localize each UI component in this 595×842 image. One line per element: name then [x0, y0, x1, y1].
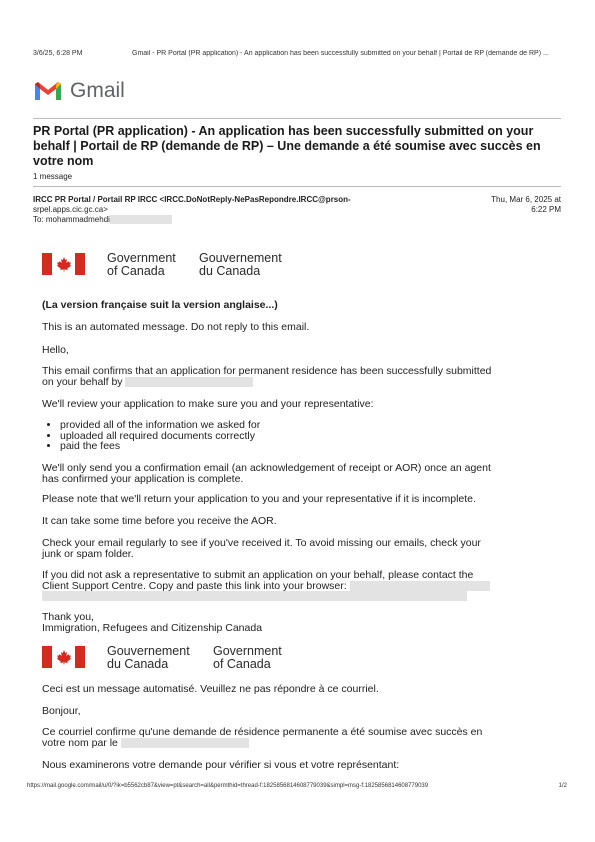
- greeting: Hello,: [42, 344, 69, 356]
- greeting-fr: Bonjour,: [42, 705, 81, 717]
- time-line: 6:22 PM: [531, 205, 561, 214]
- sender-address: srpel.apps.cic.gc.ca>: [33, 205, 108, 214]
- automated-notice-fr: Ceci est un message automatisé. Veuillez ne pas répondre à ce courriel.: [42, 683, 379, 695]
- contact-paragraph: [42, 570, 552, 602]
- text-line: has confirmed your application is complete.: [42, 472, 244, 485]
- review-intro-fr: Nous examinerons votre demande pour vérifier si vous et votre représentant:: [42, 759, 400, 771]
- text-line: Check your email regularly to see if you've received it. To avoid missing our emails, check your: [42, 537, 481, 549]
- wordmark-line: of Canada: [107, 264, 165, 278]
- text-line: We'll only send you a confirmation email (an acknowledgement of receipt or AOR) once an agent: [42, 462, 491, 474]
- sign-off: [42, 612, 552, 633]
- wordmark-line: Gouvernement: [199, 251, 282, 265]
- sender-name: IRCC PR Portal / Portail RP IRCC <IRCC.DoNotReply-NePasRepondre.IRCC@prson-: [33, 195, 351, 204]
- page-number: 1/2: [558, 783, 567, 789]
- redacted-recipient: [110, 215, 172, 224]
- gov-wordmark-en: [213, 645, 282, 671]
- redacted-link: [350, 581, 490, 591]
- message-count: 1 message: [33, 172, 73, 181]
- automated-notice: This is an automated message. Do not reply to this email.: [42, 321, 310, 333]
- check-email-paragraph: [42, 538, 552, 559]
- processing-time: It can take some time before you receive the AOR.: [42, 515, 277, 527]
- list-item: • uploaded all required documents correctly: [60, 431, 552, 442]
- gov-wordmark-fr: [199, 252, 282, 278]
- gmail-envelope-icon: [33, 80, 63, 102]
- wordmark-line: du Canada: [107, 657, 169, 671]
- aor-paragraph: [42, 463, 552, 484]
- text-line: junk or spam folder.: [42, 547, 134, 560]
- gov-wordmark-en: [107, 252, 176, 278]
- print-timestamp: 3/6/25, 6:28 PM: [33, 50, 83, 57]
- wordmark-line: du Canada: [199, 264, 261, 278]
- text-line: Ce courriel confirme qu'une demande de résidence permanente a été soumise avec succès en: [42, 726, 483, 738]
- canada-flag-icon: [42, 646, 85, 668]
- wordmark-line: Gouvernement: [107, 644, 190, 658]
- text-line: Thank you,: [42, 611, 94, 623]
- list-item: • provided all of the information we asked for: [60, 420, 552, 431]
- confirmation-paragraph: [42, 366, 552, 387]
- text-line: If you did not ask a representative to submit an application on your behalf, please contact the: [42, 569, 474, 581]
- text-line: Client Support Centre. Copy and paste this link into your browser:: [42, 579, 347, 592]
- divider: [33, 186, 561, 187]
- canada-flag-icon: [42, 253, 85, 275]
- text-line: on your behalf by: [42, 375, 123, 388]
- requirements-list: [42, 420, 552, 452]
- redacted-link: [42, 591, 467, 601]
- list-item: • paid the fees: [60, 441, 552, 452]
- text-line: This email confirms that an application for permanent residence has been successfully submitted: [42, 365, 492, 377]
- redacted-representative: [121, 738, 249, 748]
- print-page-title: Gmail - PR Portal (PR application) - An application has been successfully submitted on your behalf | Portail de RP (demande de RP) ...: [132, 50, 549, 57]
- redacted-representative: [125, 377, 253, 387]
- date-line: Thu, Mar 6, 2025 at: [491, 195, 561, 204]
- sender-info: [33, 195, 403, 215]
- wordmark-line: of Canada: [213, 657, 271, 671]
- recipient-line: [33, 215, 172, 224]
- language-notice: (La version française suit la version anglaise...): [42, 299, 278, 311]
- email-date: [491, 195, 561, 215]
- wordmark-line: Government: [213, 644, 282, 658]
- print-url: https://mail.google.com/mail/u/0/?ik=b5562cb87&view=pt&search=all&permthid=thread-f:1825856814608779039&simpl=msg-f:1825856814608779039: [27, 783, 429, 789]
- text-line: votre nom par le: [42, 736, 118, 749]
- recipient-label: To: mohammadmehdi: [33, 215, 110, 224]
- gmail-logo: [33, 79, 125, 103]
- wordmark-line: Government: [107, 251, 176, 265]
- gmail-logo-text: Gmail: [70, 79, 125, 102]
- gov-wordmark-fr: [107, 645, 190, 671]
- incomplete-notice: Please note that we'll return your application to you and your representative if it is incomplete.: [42, 493, 476, 505]
- department-name: Immigration, Refugees and Citizenship Canada: [42, 621, 263, 634]
- divider: [33, 118, 561, 119]
- confirmation-paragraph-fr: [42, 727, 552, 748]
- email-subject: PR Portal (PR application) - An application has been successfully submitted on your behalf | Portail de RP (demande de RP) – Une demande a été soumise avec succès en votre nom: [33, 124, 541, 168]
- review-intro: We'll review your application to make sure you and your representative:: [42, 398, 374, 410]
